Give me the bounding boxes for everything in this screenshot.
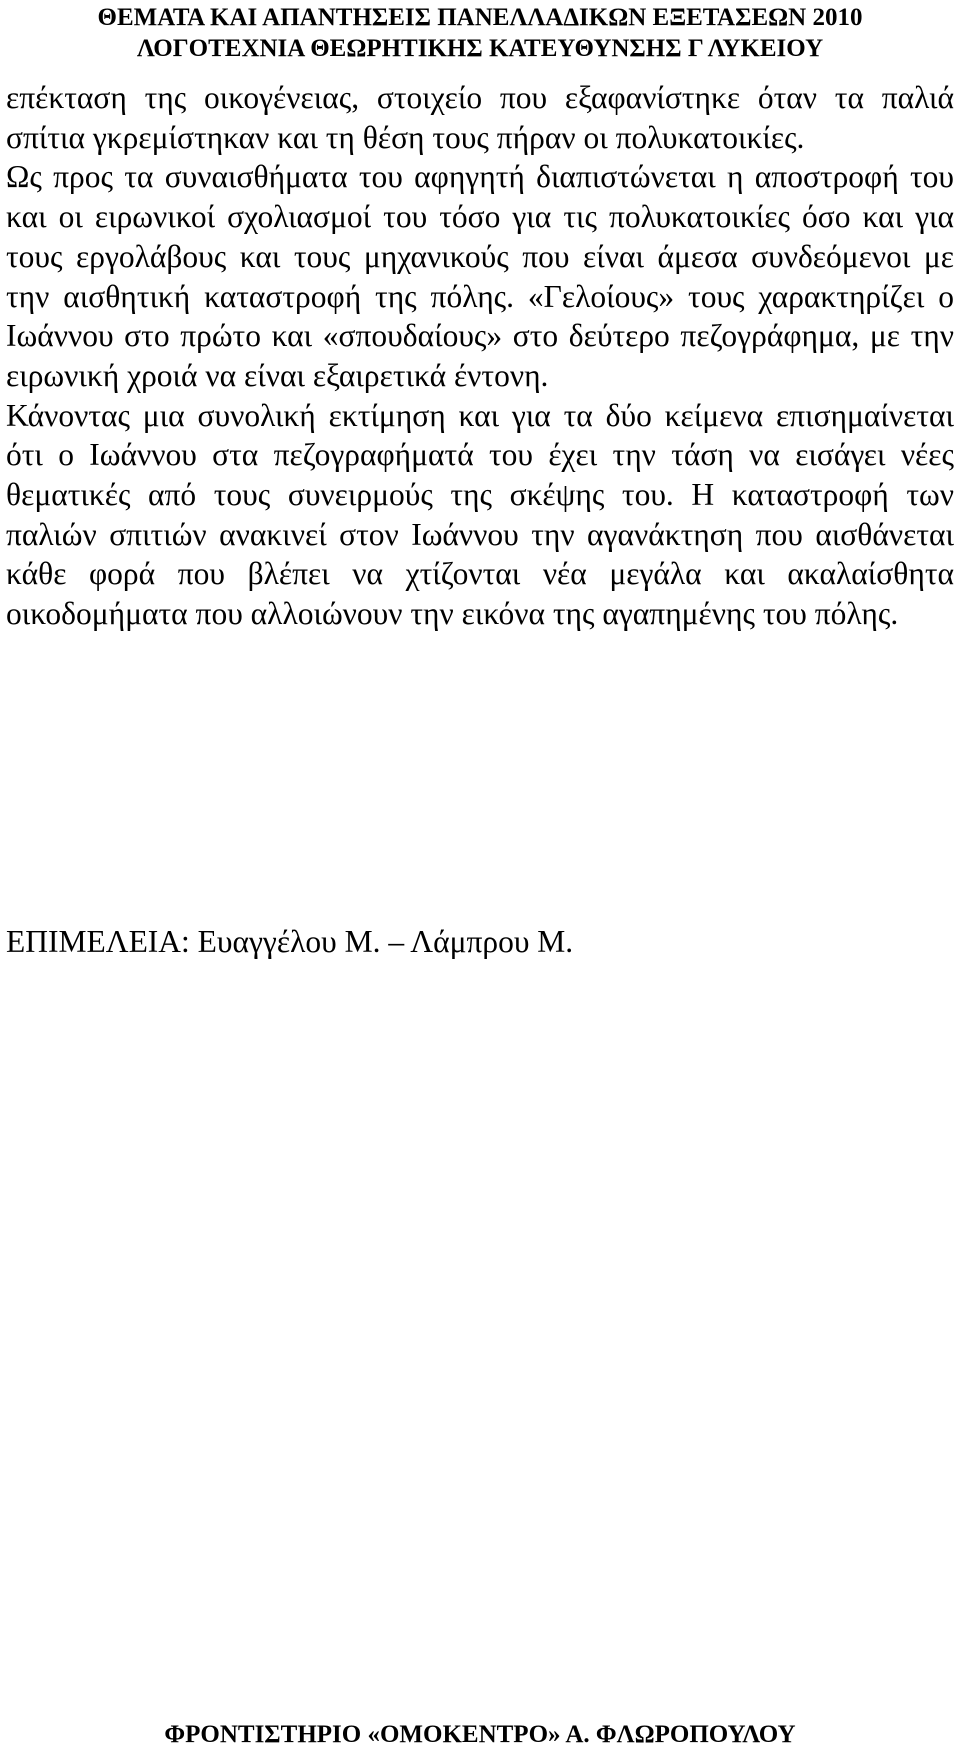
paragraph-2: Ως προς τα συναισθήματα του αφηγητή διαπιστώνεται η αποστροφή του και οι ειρωνικοί σχολιασμοί του τόσο για τις πολυκατοικίες όσο και για τους εργολάβους και τους μηχανικούς που είναι άμεσα συνδεόμενοι με την αισθητική καταστροφή της πόλης. «Γελοίους» τους χαρακτηρίζει ο Ιωάννου στο πρώτο και «σπουδαίους» στο δεύτερο πεζογράφημα, με την ειρωνική χροιά να είναι εξαιρετικά έντονη. xyxy=(6,159,954,393)
page-footer: ΦΡΟΝΤΙΣΤΗΡΙΟ «ΟΜΟΚΕΝΤΡΟ» Α. ΦΛΩΡΟΠΟΥΛΟΥ xyxy=(164,1721,796,1748)
page-header xyxy=(0,2,960,64)
header-title: ΘΕΜΑΤΑ ΚΑΙ ΑΠΑΝΤΗΣΕΙΣ ΠΑΝΕΛΛΑΔΙΚΩΝ ΕΞΕΤΑΣΕΩΝ 2010 xyxy=(97,4,863,31)
header-subtitle: ΛΟΓΟΤΕΧΝΙΑ ΘΕΩΡΗΤΙΚΗΣ ΚΑΤΕΥΘΥΝΣΗΣ Γ ΛΥΚΕΙΟΥ xyxy=(136,35,824,62)
editors-credit: ΕΠΙΜΕΛΕΙΑ: Ευαγγέλου Μ. – Λάμπρου Μ. xyxy=(6,924,574,959)
paragraph-1: επέκταση της οικογένειας, στοιχείο που εξαφανίστηκε όταν τα παλιά σπίτια γκρεμίστηκαν και τη θέση τους πήραν οι πολυκατοικίες. xyxy=(6,80,954,155)
document-body xyxy=(6,78,954,634)
paragraph-3: Κάνοντας μια συνολική εκτίμηση και για τα δύο κείμενα επισημαίνεται ότι ο Ιωάννου στα πεζογραφήματά του έχει την τάση να εισάγει νέες θεματικές από τους συνειρμούς της σκέψης του. Η καταστροφή των παλιών σπιτιών ανακινεί στον Ιωάννου την αγανάκτηση που αισθάνεται κάθε φορά που βλέπει να χτίζονται νέα μεγάλα και ακαλαίσθητα οικοδομήματα που αλλοιώνουν την εικόνα της αγαπημένης του πόλης. xyxy=(6,397,954,632)
